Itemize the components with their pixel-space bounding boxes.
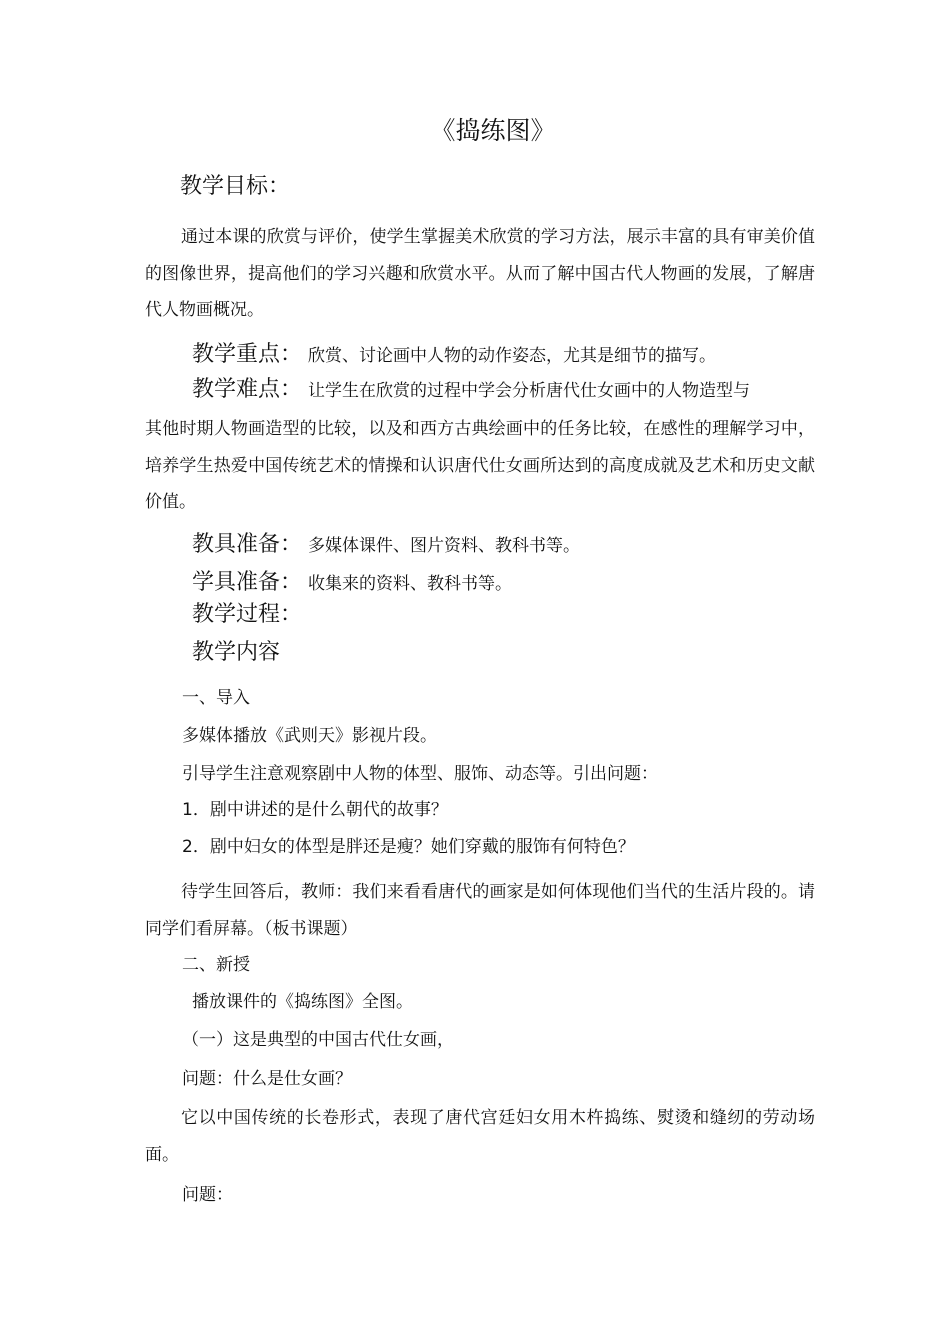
new-line-2: （一）这是典型的中国古代仕女画，	[182, 1030, 454, 1050]
section-intro-heading: 一、导入	[182, 688, 250, 708]
student-aids-heading: 学具准备：	[192, 570, 303, 595]
teaching-aids-text: 多媒体课件、图片资料、教科书等。	[308, 536, 581, 556]
new-line-4: 问题：	[182, 1185, 233, 1205]
difficulty-heading: 教学难点：	[192, 377, 303, 402]
new-paragraph: 它以中国传统的长卷形式，表现了唐代宫廷妇女用木杵捣练、熨烫和缝纫的劳动场面。	[145, 1108, 815, 1165]
process-heading: 教学过程：	[192, 602, 303, 627]
student-aids-text: 收集来的资料、教科书等。	[308, 574, 513, 594]
intro-paragraph: 待学生回答后，教师：我们来看看唐代的画家是如何体现他们当代的生活片段的。请同学们看屏幕。（板书课题）	[145, 882, 815, 939]
difficulty-row	[192, 372, 750, 403]
student-aids-row	[192, 565, 512, 596]
difficulty-text-first: 让学生在欣赏的过程中学会分析唐代仕女画中的人物造型与	[308, 381, 751, 401]
objectives-paragraph: 通过本课的欣赏与评价，使学生掌握美术欣赏的学习方法，展示丰富的具有审美价值的图像世界，提高他们的学习兴趣和欣赏水平。从而了解中国古代人物画的发展，了解唐代人物画概况。	[145, 227, 815, 320]
content-heading: 教学内容	[192, 640, 281, 665]
teaching-aids-heading: 教具准备：	[192, 532, 303, 557]
objectives-heading: 教学目标：	[180, 174, 291, 199]
new-line-1: 播放课件的《捣练图》全图。	[192, 992, 413, 1012]
key-points-text: 欣赏、讨论画中人物的动作姿态，尤其是细节的描写。	[308, 346, 717, 366]
difficulty-paragraph: 其他时期人物画造型的比较，以及和西方古典绘画中的任务比较，在感性的理解学习中，培养学生热爱中国传统艺术的情操和认识唐代仕女画所达到的高度成就及艺术和历史文献价值。	[145, 419, 815, 512]
new-line-3: 问题：什么是仕女画？	[182, 1069, 352, 1089]
teaching-aids-row	[192, 527, 580, 558]
document-title: 《捣练图》	[430, 116, 556, 145]
intro-question-2: 2．剧中妇女的体型是胖还是瘦？她们穿戴的服饰有何特色？	[182, 837, 635, 857]
intro-line-2: 引导学生注意观察剧中人物的体型、服饰、动态等。引出问题：	[182, 764, 658, 784]
key-points-row	[192, 337, 716, 368]
intro-question-1: 1．剧中讲述的是什么朝代的故事？	[182, 800, 448, 820]
section-new-heading: 二、新授	[182, 955, 250, 975]
intro-line-1: 多媒体播放《武则天》影视片段。	[182, 726, 437, 746]
key-points-heading: 教学重点：	[192, 342, 303, 367]
